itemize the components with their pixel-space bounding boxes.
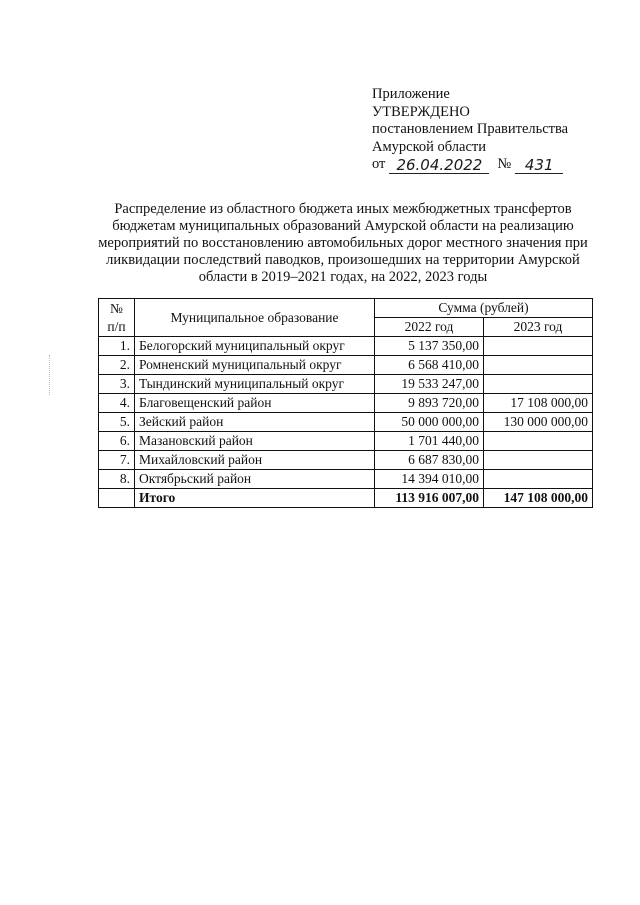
handwritten-date: 26.04.2022 [389, 158, 489, 174]
row-number: 3. [99, 375, 135, 394]
document-heading [96, 201, 590, 286]
row-municipality: Тындинский муниципальный округ [135, 375, 375, 394]
heading-line: области в 2019–2021 годах, на 2022, 2023 годы [198, 269, 488, 285]
row-sum-2022: 1 701 440,00 [375, 432, 484, 451]
row-sum-2023: 130 000 000,00 [484, 413, 593, 432]
heading-line: ликвидации последствий паводков, произошедших на территории Амурской [106, 252, 580, 268]
row-number: 4. [99, 394, 135, 413]
row-municipality: Михайловский район [135, 451, 375, 470]
header-number-line1: № [110, 300, 123, 316]
approval-date-row [372, 156, 612, 174]
approval-from-label: от [372, 156, 386, 172]
row-municipality: Белогорский муниципальный округ [135, 337, 375, 356]
total-number-cell [99, 489, 135, 508]
total-row [99, 489, 593, 508]
heading-line: мероприятий по восстановлению автомобильных дорог местного значения при [98, 235, 588, 251]
approval-appendix: Приложение [372, 86, 450, 102]
budget-table [98, 298, 593, 508]
header-sum: Сумма (рублей) [375, 299, 593, 318]
row-sum-2022: 19 533 247,00 [375, 375, 484, 394]
row-sum-2023 [484, 356, 593, 375]
table-row [99, 432, 593, 451]
header-year-2023: 2023 год [484, 318, 593, 337]
row-sum-2023 [484, 432, 593, 451]
row-number: 5. [99, 413, 135, 432]
approval-block [372, 86, 612, 174]
row-sum-2023 [484, 470, 593, 489]
approval-resolution: постановлением Правительства [372, 121, 569, 137]
table-row [99, 451, 593, 470]
header-number-line2: п/п [107, 318, 126, 334]
header-municipality: Муниципальное образование [135, 299, 375, 337]
row-sum-2023 [484, 451, 593, 470]
row-number: 6. [99, 432, 135, 451]
row-number: 8. [99, 470, 135, 489]
row-sum-2023: 17 108 000,00 [484, 394, 593, 413]
table-header-row [99, 299, 593, 318]
heading-line: Распределение из областного бюджета иных межбюджетных трансфертов [114, 201, 572, 217]
row-sum-2023 [484, 375, 593, 394]
row-sum-2022: 5 137 350,00 [375, 337, 484, 356]
row-number: 7. [99, 451, 135, 470]
row-municipality: Зейский район [135, 413, 375, 432]
row-sum-2022: 6 568 410,00 [375, 356, 484, 375]
table-row [99, 394, 593, 413]
margin-mark [49, 355, 51, 395]
row-sum-2022: 9 893 720,00 [375, 394, 484, 413]
row-number: 1. [99, 337, 135, 356]
row-municipality: Мазановский район [135, 432, 375, 451]
handwritten-number: 431 [515, 158, 563, 174]
row-sum-2022: 50 000 000,00 [375, 413, 484, 432]
total-sum-2023: 147 108 000,00 [484, 489, 593, 508]
row-number: 2. [99, 356, 135, 375]
table-row [99, 470, 593, 489]
row-sum-2022: 14 394 010,00 [375, 470, 484, 489]
table-row [99, 375, 593, 394]
total-sum-2022: 113 916 007,00 [375, 489, 484, 508]
header-number [99, 299, 135, 337]
row-sum-2023 [484, 337, 593, 356]
header-year-2022: 2022 год [375, 318, 484, 337]
total-label: Итого [135, 489, 375, 508]
table-row [99, 356, 593, 375]
row-municipality: Благовещенский район [135, 394, 375, 413]
row-municipality: Октябрьский район [135, 470, 375, 489]
approval-region: Амурской области [372, 138, 486, 155]
row-municipality: Ромненский муниципальный округ [135, 356, 375, 375]
table-row [99, 413, 593, 432]
table-row [99, 337, 593, 356]
approval-approved: УТВЕРЖДЕНО [372, 103, 470, 120]
heading-line: бюджетам муниципальных образований Амурской области на реализацию [112, 218, 574, 234]
row-sum-2022: 6 687 830,00 [375, 451, 484, 470]
approval-number-label: № [497, 156, 512, 172]
